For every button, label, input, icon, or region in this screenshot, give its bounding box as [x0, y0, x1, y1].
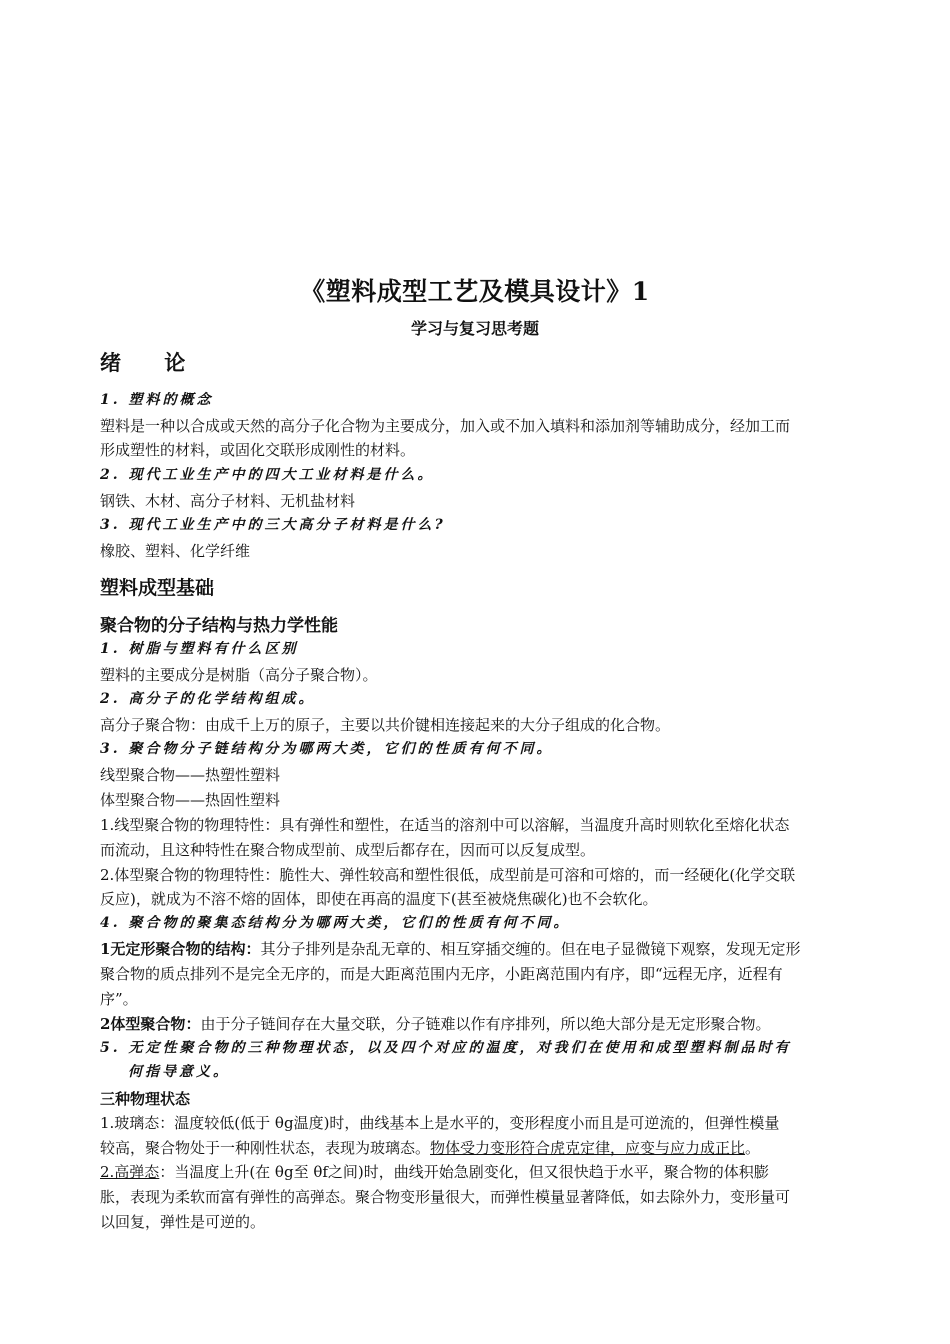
term-thermoset: 2体型聚合物：	[100, 1015, 201, 1033]
state-rubbery-line-3: 以回复，弹性是可逆的。	[100, 1213, 266, 1231]
answer-intro-2: 钢铁、木材、高分子材料、无机盐材料	[100, 492, 356, 510]
answer-text: ：当温度上升(在 θg至 θf之间)时，曲线开始急剧变化，但又很快趋于水平，聚合物的体积膨	[159, 1163, 769, 1181]
answer-intro-1-line-1: 塑料是一种以合成或天然的高分子化合物为主要成分，加入或不加入填料和添加剂等辅助成分，经加工而	[100, 417, 791, 435]
answer-basics-4-line-3: 序”。	[100, 990, 138, 1008]
answer-basics-3-line-5: 2.体型聚合物的物理特性：脆性大、弹性较高和塑性很低，成型前是可溶和可熔的，而一经硬化(化学交联	[100, 866, 796, 884]
answer-basics-2: 高分子聚合物：由成千上万的原子，主要以共价键相连接起来的大分子组成的化合物。	[100, 716, 671, 734]
answer-text: 较高，聚合物处于一种刚性状态，表现为玻璃态。	[100, 1139, 431, 1157]
underlined-text: 2.高弹态	[100, 1163, 160, 1181]
question-intro-2: 2. 现代工业生产中的四大工业材料是什么。	[100, 467, 435, 483]
question-basics-5-line-2: 何指导意义。	[128, 1064, 230, 1080]
question-basics-5-line-1: 5. 无定性聚合物的三种物理状态，以及四个对应的温度，对我们在使用和成型塑料制品时有	[100, 1040, 792, 1056]
answer-basics-4-line-4	[100, 1012, 770, 1036]
answer-intro-1-line-2: 形成塑性的材料，或固化交联形成刚性的材料。	[100, 441, 416, 459]
answer-basics-3-line-4: 而流动，且这种特性在聚合物成型前、成型后都存在，因而可以反复成型。	[100, 841, 596, 859]
question-basics-1: 1. 树脂与塑料有什么区别	[100, 641, 299, 657]
question-intro-1: 1. 塑料的概念	[100, 392, 214, 408]
answer-text: 。	[745, 1139, 761, 1157]
term-amorphous: 1无定形聚合物的结构：	[100, 940, 261, 958]
question-basics-4: 4. 聚合物的聚集态结构分为哪两大类，它们的性质有何不同。	[100, 915, 571, 931]
answer-basics-4-line-1	[100, 937, 800, 961]
answer-intro-3: 橡胶、塑料、化学纤维	[100, 542, 251, 560]
question-intro-3: 3. 现代工业生产中的三大高分子材料是什么?	[100, 517, 446, 533]
answer-basics-3-line-3: 1.线型聚合物的物理特性：具有弹性和塑性，在适当的溶剂中可以溶解，当温度升高时则软化至熔化状态	[100, 816, 790, 834]
subsection-heading: 聚合物的分子结构与热力学性能	[100, 616, 338, 636]
answer-basics-1: 塑料的主要成分是树脂（高分子聚合物）。	[100, 666, 378, 684]
document-subtitle: 学习与复习思考题	[410, 319, 539, 338]
state-rubbery-line-2: 胀，表现为柔软而富有弹性的高弹态。聚合物变形量很大，而弹性模量显著降低，如去除外力，变形量可	[100, 1188, 791, 1206]
section-heading-intro: 绪 论	[100, 350, 204, 375]
state-rubbery-line-1	[100, 1160, 769, 1184]
answer-text: 由于分子链间存在大量交联，分子链难以作有序排列，所以绝大部分是无定形聚合物。	[200, 1015, 771, 1033]
question-basics-3: 3. 聚合物分子链结构分为哪两大类，它们的性质有何不同。	[100, 741, 554, 757]
document-title: 《塑料成型工艺及模具设计》1	[300, 277, 650, 306]
states-heading: 三种物理状态	[100, 1090, 191, 1108]
answer-basics-3-line-2: 体型聚合物——热固性塑料	[100, 791, 281, 809]
answer-basics-4-line-2: 聚合物的质点排列不是完全无序的，而是大距离范围内无序，小距离范围内有序，即“远程无序，近程有	[100, 965, 783, 983]
answer-text: 其分子排列是杂乱无章的、相互穿插交缠的。但在电子显微镜下观察，发现无定形	[260, 940, 801, 958]
section-heading-basics: 塑料成型基础	[100, 577, 215, 599]
state-glass-line-1: 1.玻璃态：温度较低(低于 θg温度)时，曲线基本上是水平的，变形程度小而且是可逆流的，但弹性模量	[100, 1114, 780, 1132]
state-glass-line-2	[100, 1136, 760, 1160]
answer-basics-3-line-6: 反应)，就成为不溶不熔的固体，即使在再高的温度下(甚至被烧焦碳化)也不会软化。	[100, 890, 658, 908]
answer-basics-3-line-1: 线型聚合物——热塑性塑料	[100, 766, 281, 784]
question-basics-2: 2. 高分子的化学结构组成。	[100, 691, 316, 707]
underlined-text: 物体受力变形符合虎克定律，应变与应力成正比	[430, 1139, 746, 1157]
